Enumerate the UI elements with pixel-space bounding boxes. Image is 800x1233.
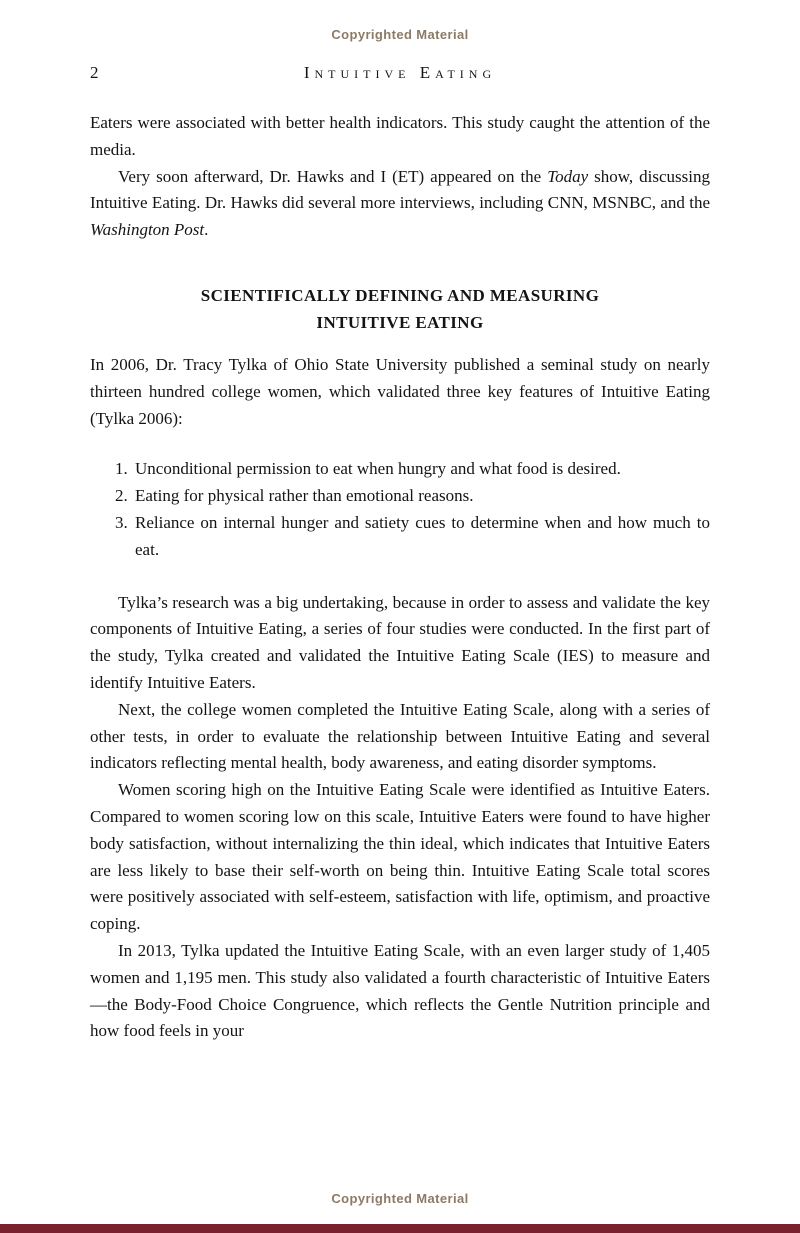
section-heading (90, 282, 710, 336)
ordered-list (90, 456, 710, 563)
list-item (90, 510, 710, 564)
page-content (90, 110, 710, 1045)
section-heading-line-1: SCIENTIFICALLY DEFINING AND MEASURING (200, 285, 600, 305)
copyright-notice-top: Copyrighted Material (331, 27, 469, 42)
text-run: show, discussing Intuitive Eating. Dr. Hawks did several more interviews, including CNN, MSNBC, and the (90, 166, 710, 213)
list-item-number: 3. (115, 512, 128, 532)
section-heading-line-2: INTUITIVE EATING (316, 312, 484, 332)
list-item-text: Unconditional permission to eat when hungry and what food is desired. (135, 459, 621, 479)
paragraph-tylka-intro: In 2006, Dr. Tracy Tylka of Ohio State University published a seminal study on nearly thirteen hundred college women, which validated three key features of Intuitive Eating (Tylka 2006): (90, 354, 710, 428)
running-header-title: Intuitive Eating (303, 63, 497, 82)
paragraph-college-women: Next, the college women completed the Intuitive Eating Scale, along with a series of other tests, in order to evaluate the relationship between Intuitive Eating and several indicators reflecting mental health, body awareness, and eating disorder symptoms. (90, 699, 710, 773)
text-run: Very soon afterward, Dr. Hawks and I (ET) appeared on the (118, 166, 548, 186)
paragraph-scoring-high: Women scoring high on the Intuitive Eating Scale were identified as Intuitive Eaters. Compared to women scoring low on this scale, Intuitive Eaters were found to have higher body satisfaction, without internalizing the thin ideal, which indicates that Intuitive Eaters are less likely to base their self-worth on being thin. Intuitive Eating Scale total scores were positively associated with self-esteem, satisfaction with life, optimism, and proactive coping. (90, 780, 710, 934)
copyright-notice-bottom: Copyrighted Material (331, 1191, 469, 1206)
list-item (90, 483, 710, 510)
italic-publication-title: Washington Post (90, 220, 205, 240)
list-item-number: 2. (115, 486, 128, 506)
page-number: 2 (90, 63, 99, 82)
paragraph-media (90, 164, 710, 244)
text-run: . (204, 220, 209, 240)
paragraph-continuation: Eaters were associated with better health indicators. This study caught the attention of the media. (90, 113, 710, 159)
paragraph-research-undertaking: Tylka’s research was a big undertaking, because in order to assess and validate the key components of Intuitive Eating, a series of four studies were conducted. In the first part of the study, Tylka created and validated the Intuitive Eating Scale (IES) to measure and identify Intuitive Eaters. (90, 592, 710, 692)
italic-show-title: Today (547, 166, 589, 186)
page-header (90, 63, 710, 87)
list-item-text: Eating for physical rather than emotional reasons. (135, 486, 474, 506)
paragraph-2013-update: In 2013, Tylka updated the Intuitive Eating Scale, with an even larger study of 1,405 women and 1,195 men. This study also validated a fourth characteristic of Intuitive Eaters—the Body-Food Choice Congruence, which reflects the Gentle Nutrition principle and how food feels in your (90, 940, 710, 1041)
list-item-text: Reliance on internal hunger and satiety cues to determine when and how much to eat. (135, 512, 710, 559)
list-item (90, 456, 710, 483)
book-edge-bar (0, 1224, 800, 1233)
list-item-number: 1. (115, 459, 128, 479)
